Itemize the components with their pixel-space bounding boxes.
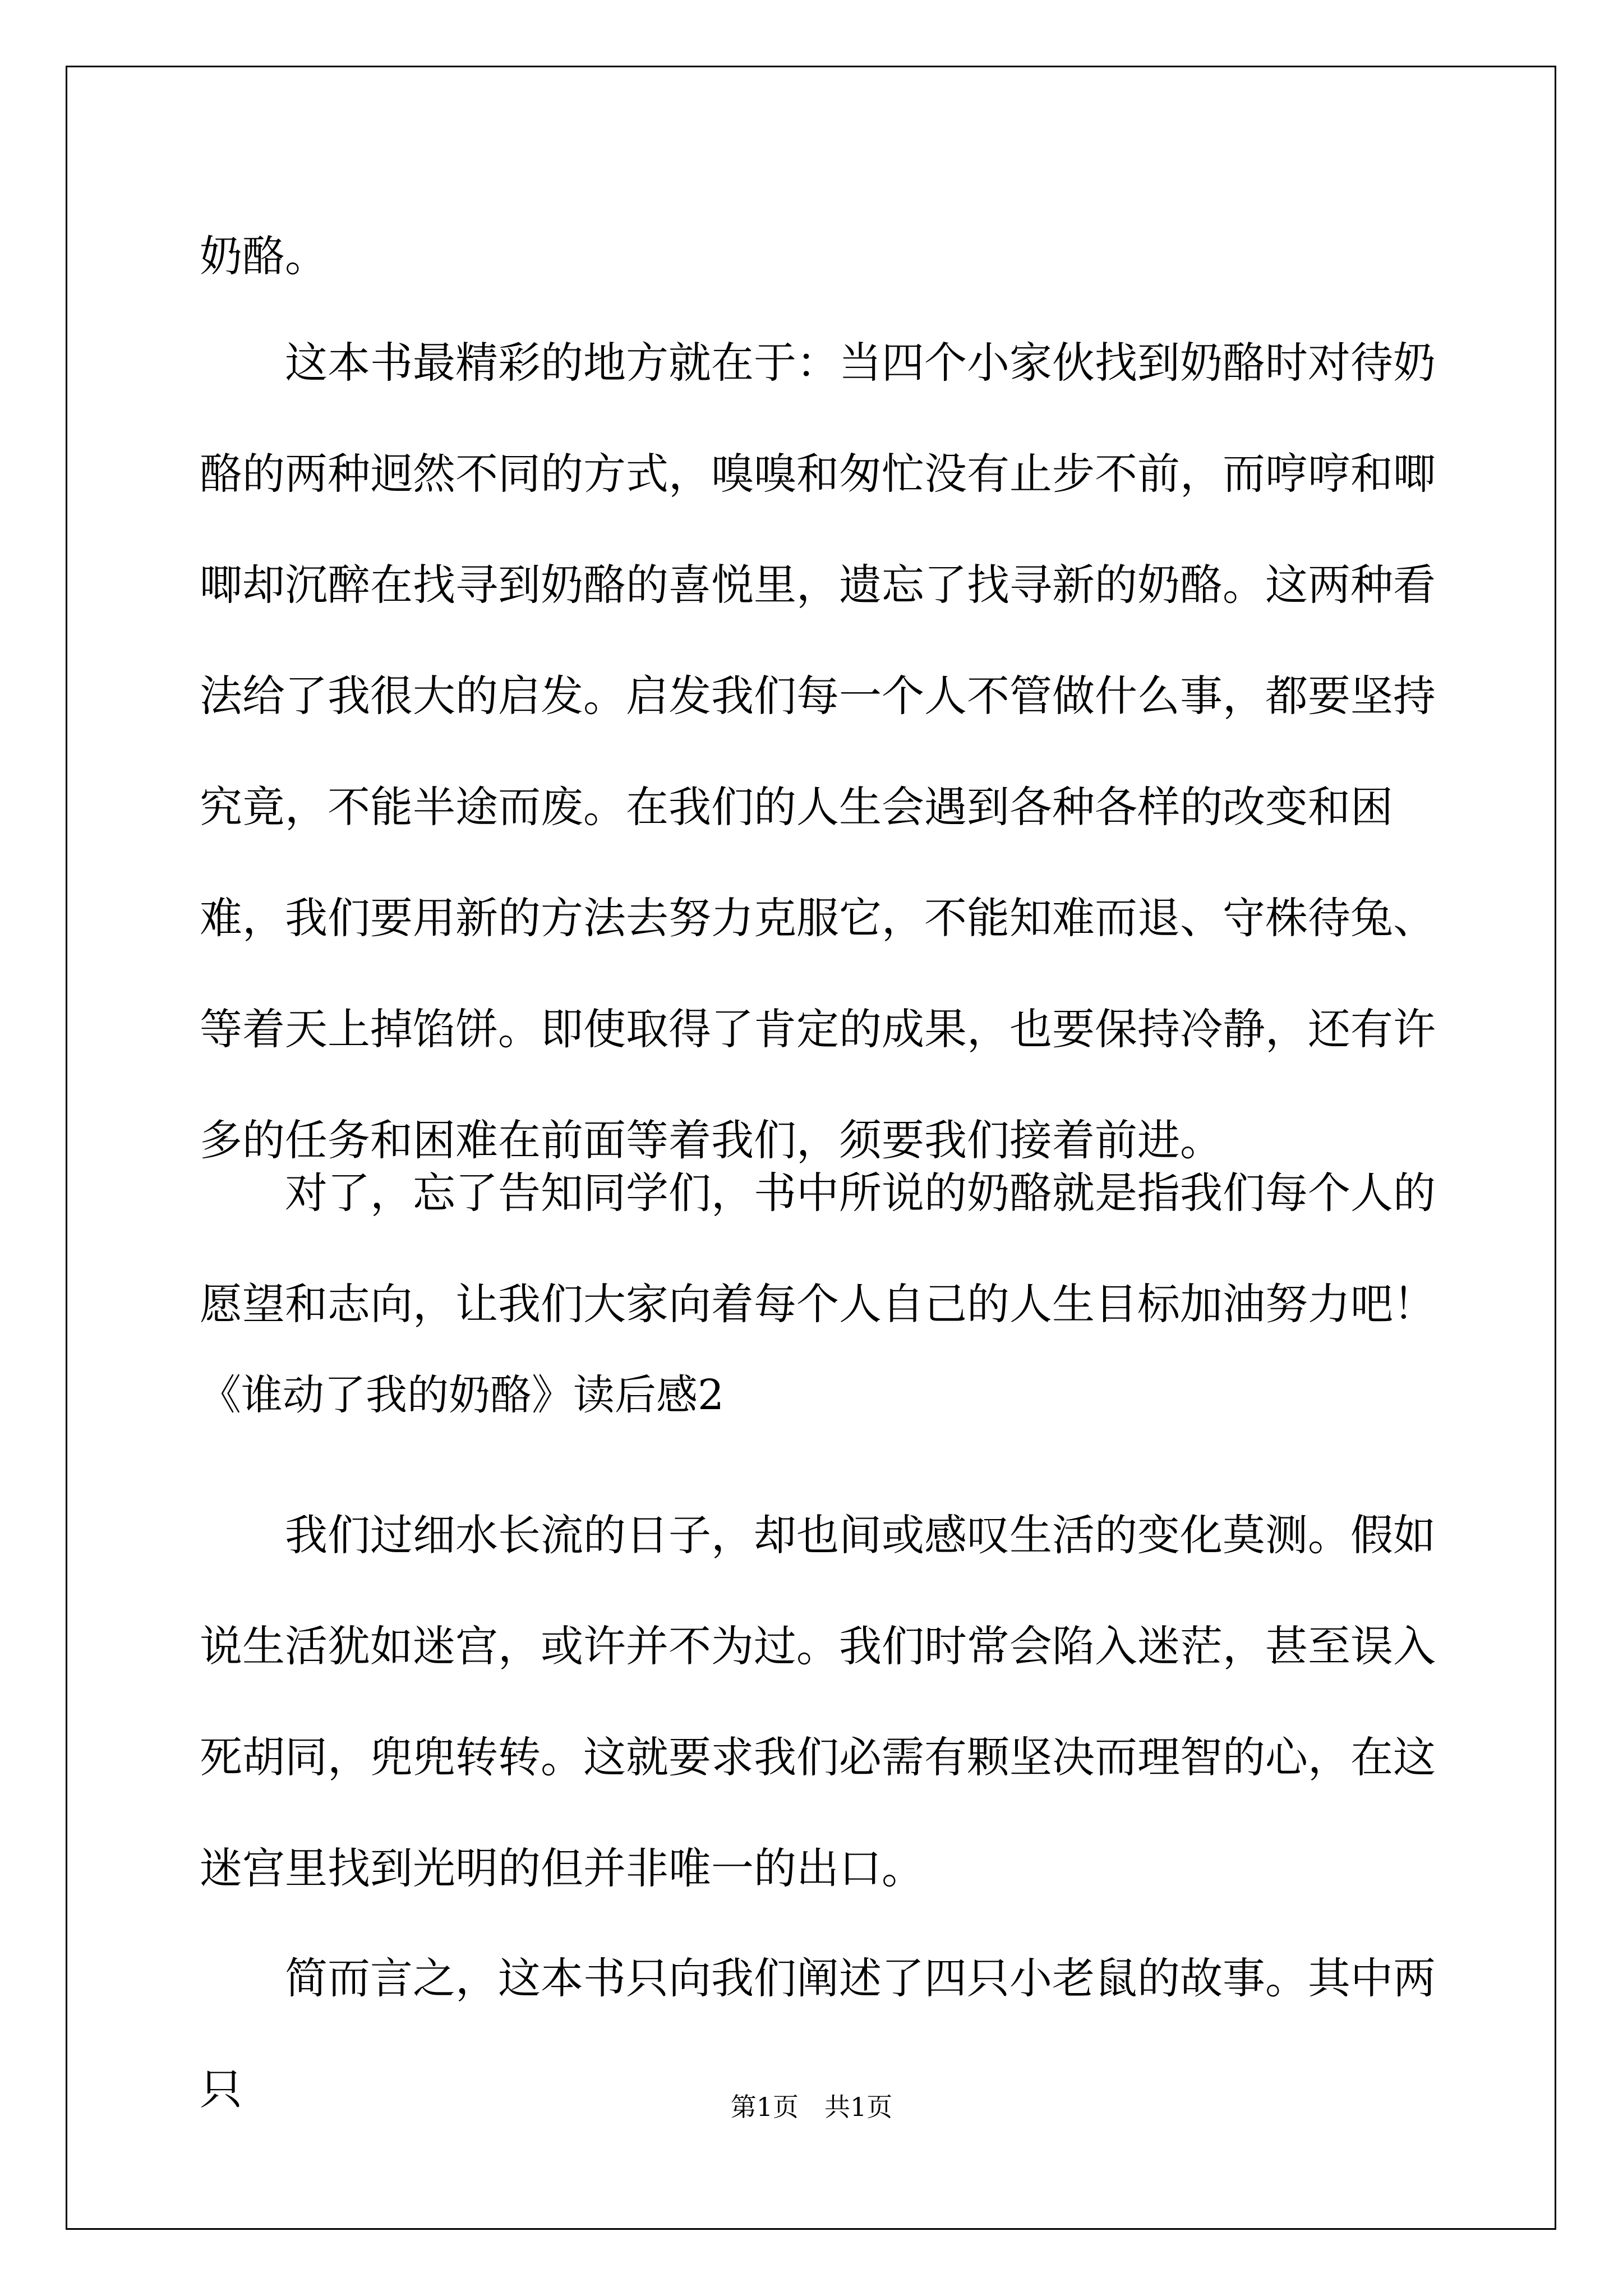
section-title: 《谁动了我的奶酪》读后感2: [200, 1371, 725, 1419]
paragraph-3: 我们过细水长流的日子，却也间或感叹生活的变化莫测。假如说生活犹如迷宫，或许并不为过。我们时常会陷入迷茫，甚至误入死胡同，兜兜转转。这就要求我们必需有颗坚决而理智的心，在这迷宫里找到光明的但并非唯一的出口。: [200, 1510, 1436, 1893]
page-number-footer: 第1页 共1页: [730, 2092, 893, 2122]
paragraph-2: 对了，忘了告知同学们，书中所说的奶酪就是指我们每个人的愿望和志向，让我们大家向着每个人自己的人生目标加油努力吧！: [200, 1168, 1436, 1329]
continued-text: 奶酪。: [200, 231, 328, 281]
paragraph-4: 简而言之，这本书只向我们阐述了四只小老鼠的故事。其中两只: [200, 1953, 1436, 2114]
paragraph-1: 这本书最精彩的地方就在于：当四个小家伙找到奶酪时对待奶酪的两种迥然不同的方式，嗅嗅和匆忙没有止步不前，而哼哼和唧唧却沉醉在找寻到奶酪的喜悦里，遗忘了找寻新的奶酪。这两种看法给了我很大的启发。启发我们每一个人不管做什么事，都要坚持究竟，不能半途而废。在我们的人生会遇到各种各样的改变和困难，我们要用新的方法去努力克服它，不能知难而退、守株待兔、等着天上掉馅饼。即使取得了肯定的成果，也要保持冷静，还有许多的任务和困难在前面等着我们，须要我们接着前进。: [200, 338, 1436, 1165]
